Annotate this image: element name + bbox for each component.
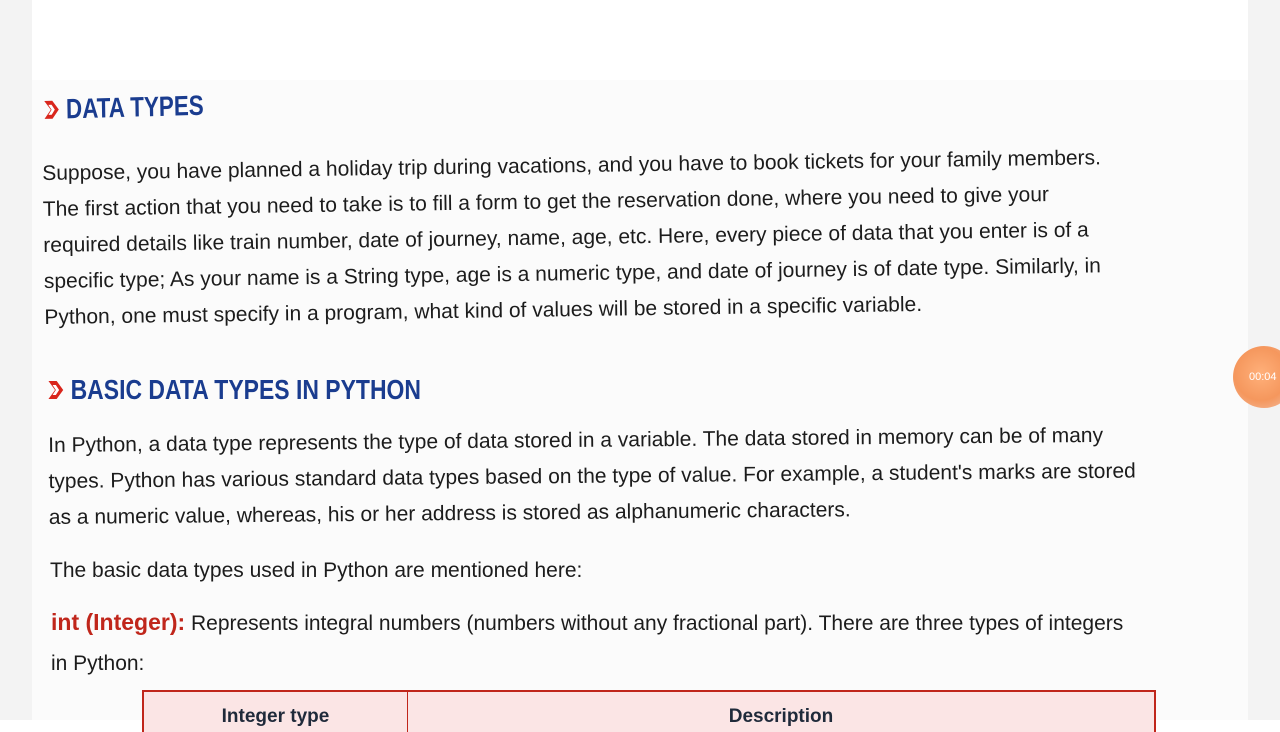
left-margin [0, 0, 32, 720]
data-types-paragraph [42, 140, 1103, 336]
integer-types-table [142, 690, 1156, 732]
paragraph-line: Suppose, you have planned a holiday trip during vacations, and you have to book tickets for your family members. [42, 146, 1102, 185]
int-description [51, 602, 1123, 684]
heading-data-types [42, 90, 204, 126]
red-arrow-bullet-icon [46, 378, 66, 402]
table-header-integer-type: Integer type [144, 692, 408, 732]
table-header-description: Description [728, 706, 834, 727]
paragraph-line: Python, one must specify in a program, what kind of values will be stored in a specific variable. [44, 292, 923, 329]
int-line-1 [51, 602, 1123, 644]
top-band [32, 0, 1248, 80]
paragraph-line: types. Python has various standard data types based on the type of value. For example, a student's marks are stored [48, 459, 1136, 493]
paragraph-line: The first action that you need to take is to fill a form to get the reservation done, where you need to give your [42, 183, 1050, 221]
int-text: Represents integral numbers (numbers without any fractional part). There are three types of integers [185, 612, 1124, 635]
timer-label: 00:04 [1249, 371, 1277, 383]
paragraph-line: In Python, a data type represents the type of data stored in a variable. The data stored in memory can be of many [48, 423, 1104, 457]
paragraph-line: required details like train number, date of journey, name, age, etc. Here, every piece of data that you enter is of a [43, 218, 1089, 257]
int-label: int (Integer): [51, 609, 186, 635]
paragraph-line: as a numeric value, whereas, his or her address is stored as alphanumeric characters. [48, 498, 851, 529]
paragraph-line: specific type; As your name is a String type, age is a numeric type, and date of journey is of date type. Similarly, in [43, 254, 1102, 293]
heading-text: BASIC DATA TYPES IN PYTHON [70, 374, 421, 405]
heading-text: DATA TYPES [65, 89, 204, 125]
red-arrow-bullet-icon [42, 98, 62, 122]
heading-basic-data-types [46, 374, 421, 406]
int-line-2: in Python: [51, 652, 145, 675]
basic-types-intro: The basic data types used in Python are mentioned here: [50, 559, 583, 582]
basic-data-types-paragraph [48, 418, 1136, 536]
